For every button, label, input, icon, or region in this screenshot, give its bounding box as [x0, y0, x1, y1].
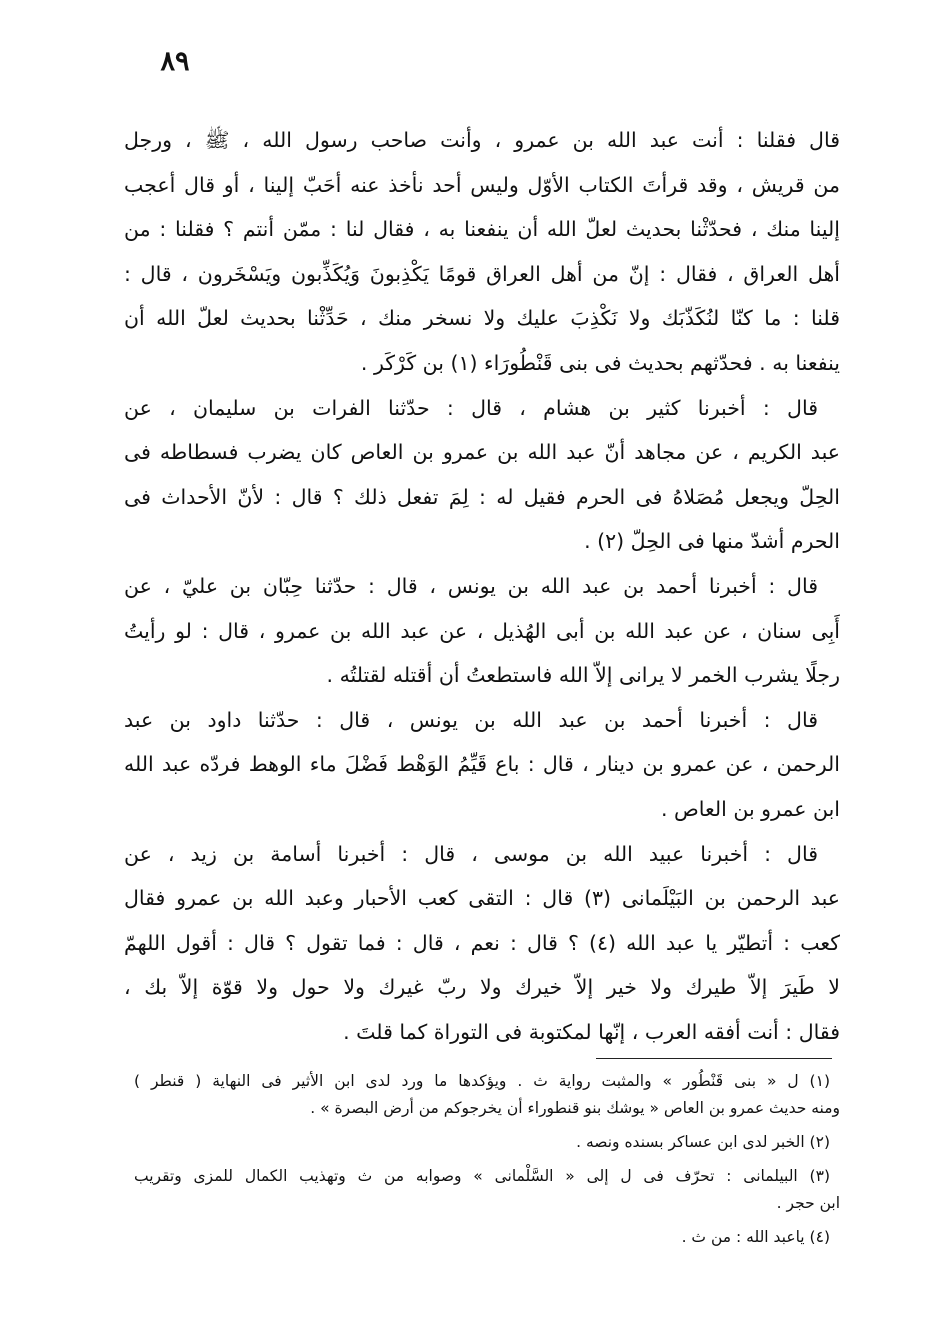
text-line: عبد الرحمن بن البَيْلَمانى (٣) قال : التقى كعب الأحبار وعبد الله بن عمرو فقال [124, 886, 840, 911]
text-line: كعب : أتطيّر يا عبد الله (٤) ؟ قال : نعم ، قال : فما تقول ؟ قال : أقول اللهمّ [124, 930, 840, 955]
text-line: إلينا منك ، فحدّثْنا بحديث لعلّ الله أن ينفعنا به ، فقال لنا : ممّن أنتم ؟ فقلنا : من [124, 217, 840, 242]
text-line: قال : أخبرنا عبيد الله بن موسى ، قال : أخبرنا أسامة بن زيد ، عن [124, 841, 818, 866]
paragraph-5 [124, 832, 840, 1055]
text-line: قال : أخبرنا أحمد بن عبد الله بن يونس ، قال : حدّثنا داود بن عبد [124, 707, 818, 732]
text-line: لا طَيرَ إلاّ طيرك ولا خير إلاّ خيرك ولا ربّ غيرك ولا حول ولا قوّة إلاّ بك ، [124, 975, 840, 1000]
paragraph-3 [124, 564, 840, 698]
text-line: الحرم أشدّ منها فى الحِلّ (٢) . [584, 529, 840, 554]
text-line: من قريش ، وقد قرأتَ الكتاب الأوّل وليس أحد نأخذ عنه أحَبّ إلينا ، أو قال أعجب [124, 172, 840, 197]
text-line: قال فقلنا : أنت عبد الله بن عمرو ، وأنت صاحب رسول الله ، ﷺ ، ورجل [124, 128, 840, 152]
text-line: أهل العراق ، فقال : إنّ من أهل العراق قومًا يَكْذِبونَ وَيُكَذِّبون ويَسْخَرون ، قال : [124, 261, 840, 286]
footnote-line: ابن حجر . [776, 1194, 840, 1212]
text-line: فقال : أنت أفقه العرب ، إنّها لمكتوبة فى التوراة كما قلتَ . [343, 1019, 840, 1044]
text-line: ينفعنا به . فحدّثهم بحديث فى بنى قَنْطُورَاء (١) بن كَرْكَر . [360, 350, 840, 375]
footnote-line: (٤) ياعبد الله : من ث . [681, 1228, 830, 1246]
footnote-line: ومنه حديث عمرو بن العاص « يوشك بنو قنطوراء أن يخرجوكم من أرض البصرة » . [310, 1099, 840, 1117]
paragraph-1 [124, 118, 840, 386]
text-line: ابن عمرو بن العاص . [660, 796, 840, 821]
text-line: الرحمن ، عن عمرو بن دينار ، قال : باع قَيِّمُ الوَهْط فَضْلَ ماء الوهط فردّه عبد الله [124, 752, 840, 777]
footnote-divider [596, 1058, 832, 1059]
text-line: قال : أخبرنا أحمد بن عبد الله بن يونس ، قال : حدّثنا حِبّان بن عليّ ، عن [124, 573, 818, 598]
page-number: ٨٩ [160, 46, 190, 77]
text-line: رجلًا يشرب الخمر لا يرانى إلاّ الله فاستطعتُ أن أقتله لقتلتُه . [326, 663, 840, 688]
footnote-line: (٢) الخبر لدى ابن عساكر بسنده ونصه . [576, 1133, 830, 1151]
paragraph-2 [124, 386, 840, 564]
text-line: أَبِى سنان ، عن عبد الله بن أبى الهُذيل ، عن عبد الله بن عمرو ، قال : لو رأيتُ [124, 618, 840, 643]
text-line: الحِلّ ويجعل مُصَلاهُ فى الحرم فقيل له : لِمَ تفعل ذلك ؟ قال : لأنّ الأحداث فى [124, 484, 840, 509]
main-text [124, 118, 840, 1054]
footnotes [134, 1068, 840, 1251]
text-line: قلنا : ما كنّا لنُكَذّبَك ولا نَكْذِبَ عليك ولا نسخر منك ، حَدِّثْنا بحديث لعلّ الله أن [124, 306, 840, 331]
paragraph-4 [124, 698, 840, 832]
text-line: قال : أخبرنا كثير بن هشام ، قال : حدّثنا الفرات بن سليمان ، عن [124, 395, 818, 420]
footnote-line: (٣) البيلمانى : تحرّف فى ل إلى « السَّلْمانى » وصوابه من ث وتهذيب الكمال للمزى وتقريب [134, 1167, 830, 1185]
text-line: عبد الكريم ، عن مجاهد أنّ عبد الله بن عمرو بن العاص كان يضرب فسطاطه فى [124, 440, 840, 465]
footnote-line: (١) ل « بنى قَنْطُور » والمثبت رواية ث . ويؤكدها ما ورد لدى ابن الأثير فى النهاية ( قنطر ) [134, 1072, 830, 1090]
